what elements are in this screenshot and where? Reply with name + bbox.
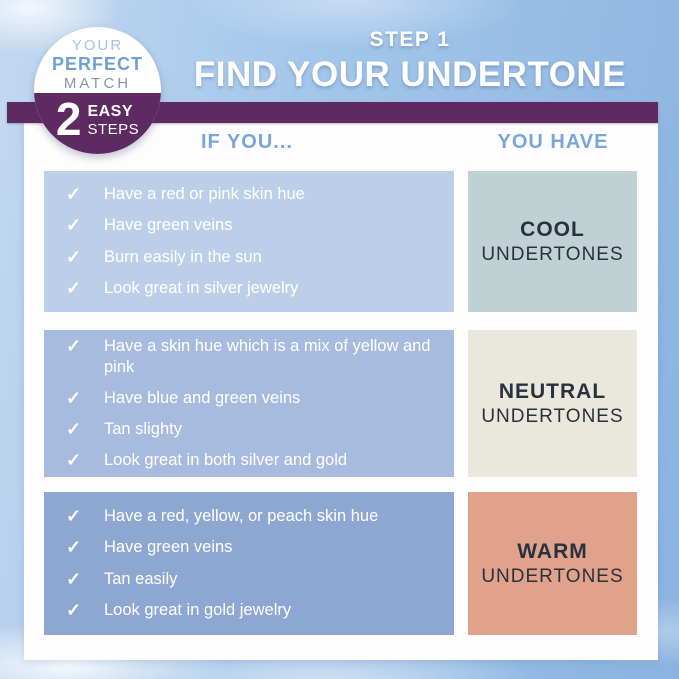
checklist-item-label: Burn easily in the sun bbox=[104, 247, 262, 266]
result-subtitle: UNDERTONES bbox=[481, 243, 624, 265]
column-header-if-you: IF YOU... bbox=[201, 131, 293, 153]
checklist-item-label: Have a red or pink skin hue bbox=[104, 185, 305, 204]
checklist-item-label: Have a red, yellow, or peach skin hue bbox=[104, 507, 379, 526]
checkmark-icon: ✓ bbox=[66, 419, 82, 440]
badge-text-perfect: PERFECT bbox=[51, 54, 143, 75]
criteria-box-warm bbox=[44, 492, 454, 635]
checklist-item-label: Have a skin hue which is a mix of yellow and pink bbox=[104, 336, 431, 376]
checklist-item bbox=[66, 215, 442, 236]
badge-number: 2 bbox=[55, 93, 82, 145]
checkmark-icon: ✓ bbox=[66, 246, 82, 267]
checklist-item bbox=[66, 569, 442, 590]
checklist-item-label: Tan easily bbox=[104, 569, 178, 588]
checkmark-icon: ✓ bbox=[66, 184, 82, 205]
checklist-item-label: Have green veins bbox=[104, 216, 233, 235]
checklist-item-label: Look great in both silver and gold bbox=[104, 451, 348, 470]
checkmark-icon: ✓ bbox=[66, 450, 82, 471]
checkmark-icon: ✓ bbox=[66, 387, 82, 408]
result-title: COOL bbox=[520, 217, 585, 241]
checklist-item bbox=[66, 600, 442, 621]
checkmark-icon: ✓ bbox=[66, 215, 82, 236]
title-block bbox=[157, 28, 663, 95]
criteria-box-cool bbox=[44, 171, 454, 312]
badge-text-match: MATCH bbox=[63, 74, 132, 92]
checklist-item bbox=[66, 247, 442, 268]
checkmark-icon: ✓ bbox=[66, 537, 82, 558]
checkmark-icon: ✓ bbox=[66, 277, 82, 298]
checkmark-icon: ✓ bbox=[66, 568, 82, 589]
badge-bottom bbox=[34, 93, 161, 154]
page-title: FIND YOUR UNDERTONE bbox=[193, 55, 627, 94]
checklist-item bbox=[66, 388, 442, 409]
checklist-item bbox=[66, 184, 442, 205]
step-label: STEP 1 bbox=[369, 28, 451, 51]
checklist-item bbox=[66, 506, 442, 527]
badge bbox=[34, 27, 161, 154]
result-title: NEUTRAL bbox=[498, 379, 607, 403]
checklist-item-label: Tan slighty bbox=[104, 420, 182, 439]
checkmark-icon: ✓ bbox=[66, 599, 82, 620]
criteria-box-neutral bbox=[44, 330, 454, 477]
badge-easy-label: EASY bbox=[87, 103, 134, 120]
checklist-item-label: Have green veins bbox=[104, 538, 233, 557]
checkmark-icon: ✓ bbox=[66, 335, 82, 356]
result-subtitle: UNDERTONES bbox=[481, 565, 624, 587]
badge-easy-steps bbox=[87, 103, 139, 139]
result-subtitle: UNDERTONES bbox=[481, 405, 624, 427]
checklist-item bbox=[66, 419, 442, 440]
checklist-item bbox=[66, 278, 442, 299]
result-box-neutral bbox=[468, 330, 637, 477]
checklist-item bbox=[66, 537, 442, 558]
checklist-item-label: Look great in silver jewelry bbox=[104, 278, 299, 297]
checklist-item bbox=[66, 336, 442, 378]
checklist-item-label: Look great in gold jewelry bbox=[104, 600, 292, 619]
result-box-cool bbox=[468, 171, 637, 312]
badge-text-your: YOUR bbox=[71, 37, 124, 54]
checklist-item-label: Have blue and green veins bbox=[104, 388, 301, 407]
result-title: WARM bbox=[517, 539, 588, 563]
column-header-you-have: YOU HAVE bbox=[497, 131, 609, 153]
result-box-warm bbox=[468, 492, 637, 635]
checklist-item bbox=[66, 450, 442, 471]
badge-top-text bbox=[34, 27, 161, 94]
checkmark-icon: ✓ bbox=[66, 506, 82, 527]
badge-steps-label: STEPS bbox=[87, 120, 140, 138]
